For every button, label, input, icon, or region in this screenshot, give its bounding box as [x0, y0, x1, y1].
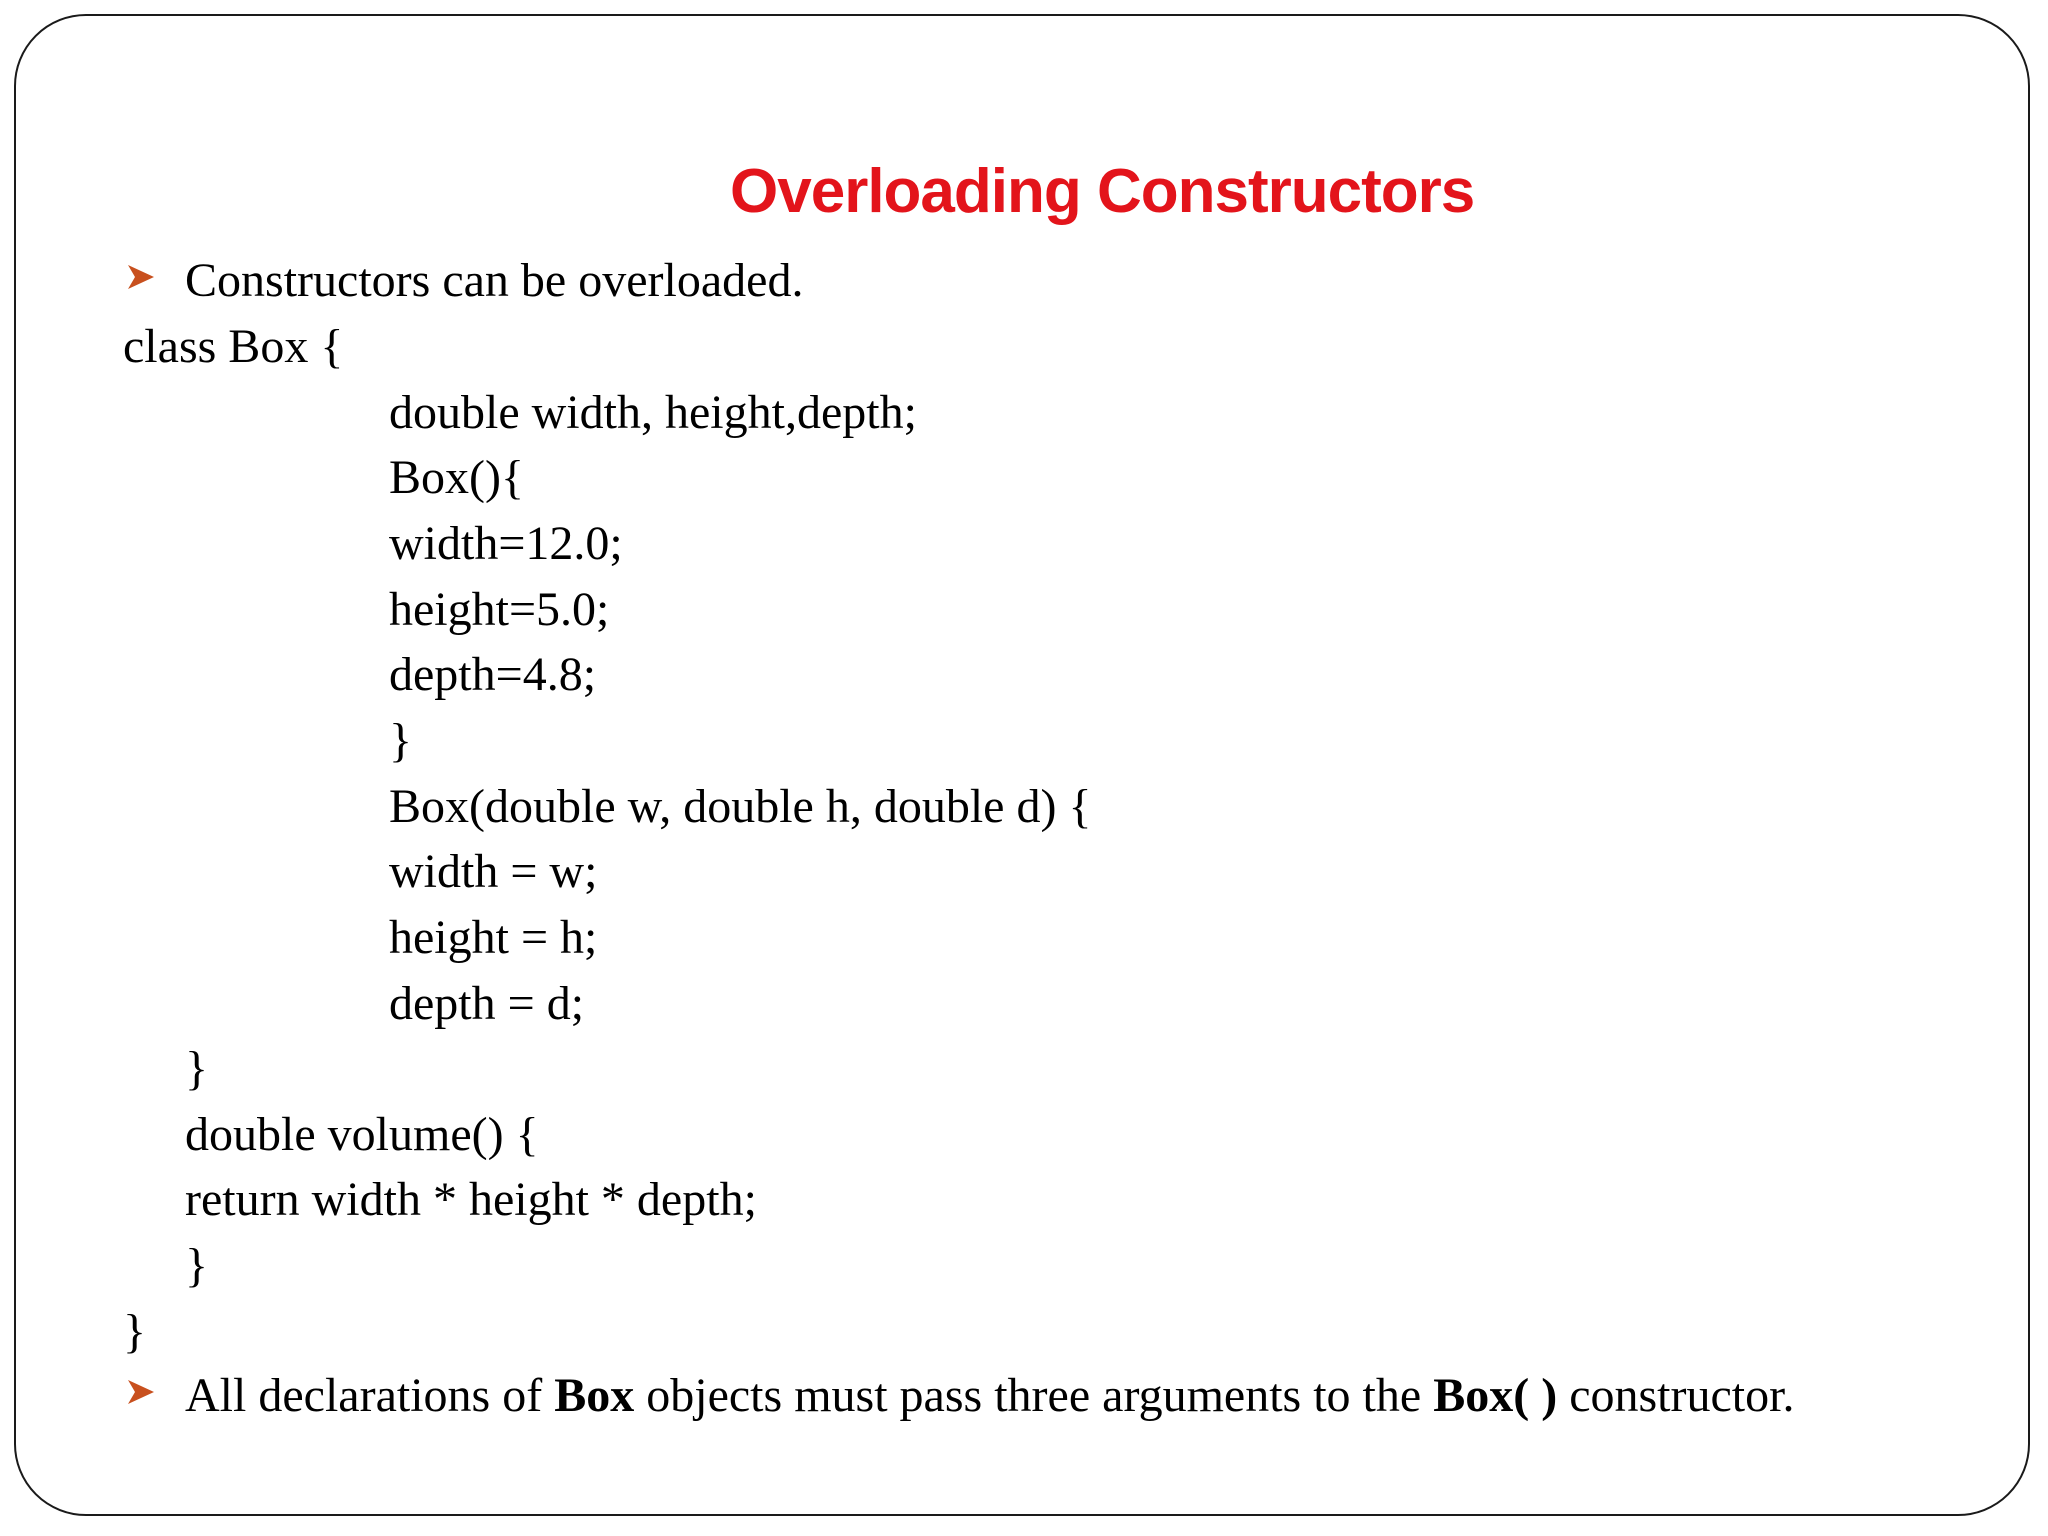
code-line-close-volume: }	[185, 1239, 209, 1292]
bullet2-part3: constructor.	[1557, 1369, 1795, 1422]
arrow-bullet-icon	[126, 1377, 156, 1407]
code-line-param-ctor: Box(double w, double h, double d) {	[389, 780, 1092, 833]
code-line-height-h: height = h;	[389, 911, 598, 964]
bullet2-part2: objects must pass three arguments to the	[634, 1369, 1434, 1422]
code-line-height-assign: height=5.0;	[389, 583, 610, 636]
code-line-close-class: }	[123, 1305, 147, 1358]
slide-title: Overloading Constructors	[730, 157, 1475, 226]
code-line-fields: double width, height,depth;	[389, 386, 917, 439]
code-line-width-w: width = w;	[389, 845, 598, 898]
bullet2-bold-box: Box	[554, 1369, 635, 1422]
bullet2-part1: All declarations of	[185, 1369, 555, 1422]
code-line-width-assign: width=12.0;	[389, 517, 623, 570]
arrow-bullet-icon	[126, 262, 156, 292]
code-line-volume-method: double volume() {	[185, 1108, 539, 1161]
bullet-text-constructors: Constructors can be overloaded.	[185, 254, 804, 307]
slide-frame	[14, 14, 2030, 1516]
code-line-close-param-ctor: }	[185, 1042, 209, 1095]
code-line-close-default-ctor: }	[389, 714, 413, 767]
code-line-default-ctor: Box(){	[389, 451, 525, 504]
code-line-depth-d: depth = d;	[389, 977, 585, 1030]
code-line-return: return width * height * depth;	[185, 1173, 757, 1226]
code-line-depth-assign: depth=4.8;	[389, 648, 597, 701]
bullet2-bold-box-ctor: Box( )	[1433, 1369, 1558, 1422]
code-line-class-box: class Box {	[123, 320, 344, 373]
bullet-text-declarations	[185, 1363, 1794, 1429]
